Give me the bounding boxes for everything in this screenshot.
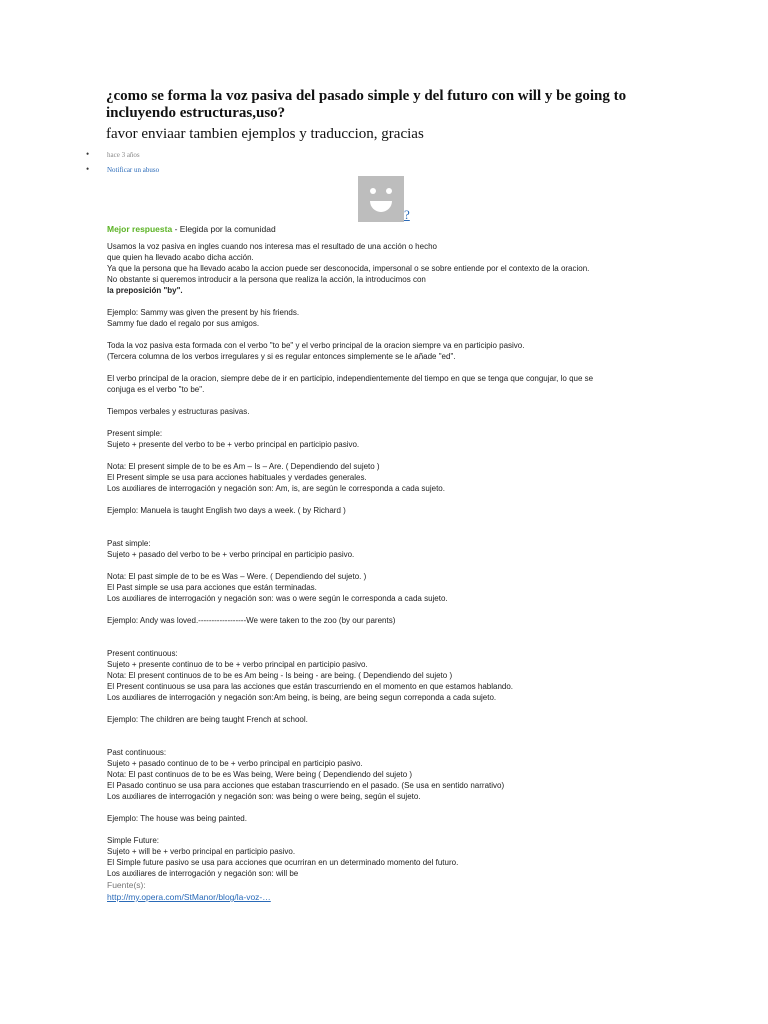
answer-line: El Pasado continuo se usa para acciones que estaban trascurriendo en el pasado. (Se usa en sentido narrativo) [107,781,505,790]
answer-line: conjuga es el verbo "to be". [107,385,205,394]
answer-line: Sammy fue dado el regalo por sus amigos. [107,319,260,328]
answer-line: Past simple: [107,539,151,548]
answer-line: Past continuous: [107,748,167,757]
bullet-icon: • [86,164,90,174]
answer-line-bold: la preposición "by". [107,286,183,295]
answer-line: El verbo principal de la oracion, siempre debe de ir en participio, independientemente del tiempo en que se tenga que congujar, lo que se [107,374,594,383]
answer-line: Sujeto + presente continuo de to be + verbo principal en participio pasivo. [107,660,368,669]
answer-line: Sujeto + pasado continuo de to be + verbo principal en participio pasivo. [107,759,363,768]
answer-line: Los auxiliares de interrogación y negación son: was being o were being, según el sujeto. [107,792,421,801]
answer-line: Present continuous: [107,649,178,658]
best-answer-label: Mejor respuesta [107,224,173,234]
answer-line: Los auxiliares de interrogación y negación son: will be [107,869,299,878]
answer-line: Ejemplo: The house was being painted. [107,814,247,823]
answer-line: Sujeto + will be + verbo principal en participio pasivo. [107,847,296,856]
user-avatar[interactable] [358,176,404,222]
best-answer-chosen-by: - Elegida por la comunidad [172,224,276,234]
answer-line: Toda la voz pasiva esta formada con el verbo "to be" y el verbo principal de la oracion siempre va en participio pasivo. [107,341,525,350]
question-age: hace 3 años [107,151,140,159]
avatar-profile-link[interactable]: ? [404,207,410,222]
answer-line: Nota: El past simple de to be es Was – Were. ( Dependiendo del sujeto. ) [107,572,367,581]
answer-line: Ya que la persona que ha llevado acabo la accion puede ser desconocida, impersonal o se sobre entiende por el contexto de la oracion. [107,264,590,273]
answer-line: Ejemplo: Andy was loved.------------------We were taken to the zoo (by our parents) [107,616,396,625]
meta-item-age [86,150,159,165]
bullet-icon: • [86,149,90,159]
meta-item-report [86,165,159,180]
answer-line: Ejemplo: Sammy was given the present by his friends. [107,308,300,317]
answer-line: Los auxiliares de interrogación y negación son: was o were según le corresponda a cada sujeto. [107,594,448,603]
question-details: favor enviaar tambien ejemplos y traduccion, gracias [106,126,424,142]
answer-line: El Present continuous se usa para las acciones que están trascurriendo en el momento en que estamos hablando. [107,682,514,691]
answer-line: Los auxiliares de interrogación y negación son: Am, is, are según le corresponda a cada sujeto. [107,484,445,493]
source-label: Fuente(s): [107,880,146,890]
avatar-eye-icon [386,188,392,194]
avatar-eye-icon [370,188,376,194]
answer-line: No obstante si queremos introducir a la persona que realiza la acción, la introducimos con [107,275,426,284]
answer-line: El Present simple se usa para acciones habituales y verdades generales. [107,473,367,482]
answer-line: Nota: El present continuos de to be es Am being - Is being - are being. ( Dependiendo del sujeto ) [107,671,453,680]
answer-line: Sujeto + presente del verbo to be + verbo principal en participio pasivo. [107,440,360,449]
avatar-smile-icon [370,201,392,212]
answer-line: Simple Future: [107,836,160,845]
answer-line: Ejemplo: The children are being taught French at school. [107,715,308,724]
answer-line: Ejemplo: Manuela is taught English two days a week. ( by Richard ) [107,506,346,515]
source-link[interactable]: http://my.opera.com/StManor/blog/la-voz-… [107,892,271,902]
answer-line: Nota: El past continuos de to be es Was being, Were being ( Dependiendo del sujeto ) [107,770,413,779]
question-meta-list [86,150,159,180]
answer-line: El Past simple se usa para acciones que están terminadas. [107,583,317,592]
answer-line: El Simple future pasivo se usa para acciones que ocurriran en un determinado momento del futuro. [107,858,459,867]
answer-line: Tiempos verbales y estructuras pasivas. [107,407,250,416]
answer-line: Sujeto + pasado del verbo to be + verbo principal en participio pasivo. [107,550,355,559]
question-title: ¿como se forma la voz pasiva del pasado simple y del futuro con will y be going to incluyendo estructuras,uso? [106,88,627,121]
best-answer-header [107,224,276,234]
answer-line: Usamos la voz pasiva en ingles cuando nos interesa mas el resultado de una acción o hecho [107,242,437,251]
answer-line: que quien ha llevado acabo dicha acción. [107,253,254,262]
answer-body [107,241,667,879]
answer-line: Nota: El present simple de to be es Am – Is – Are. ( Dependiendo del sujeto ) [107,462,380,471]
answer-line: Los auxiliares de interrogación y negación son:Am being, is being, are being segun correponda a cada sujeto. [107,693,497,702]
answer-line: (Tercera columna de los verbos irregulares y si es regular entonces simplemente se le añade "ed". [107,352,456,361]
report-abuse-link[interactable]: Notificar un abuso [107,166,160,174]
answer-line: Present simple: [107,429,163,438]
